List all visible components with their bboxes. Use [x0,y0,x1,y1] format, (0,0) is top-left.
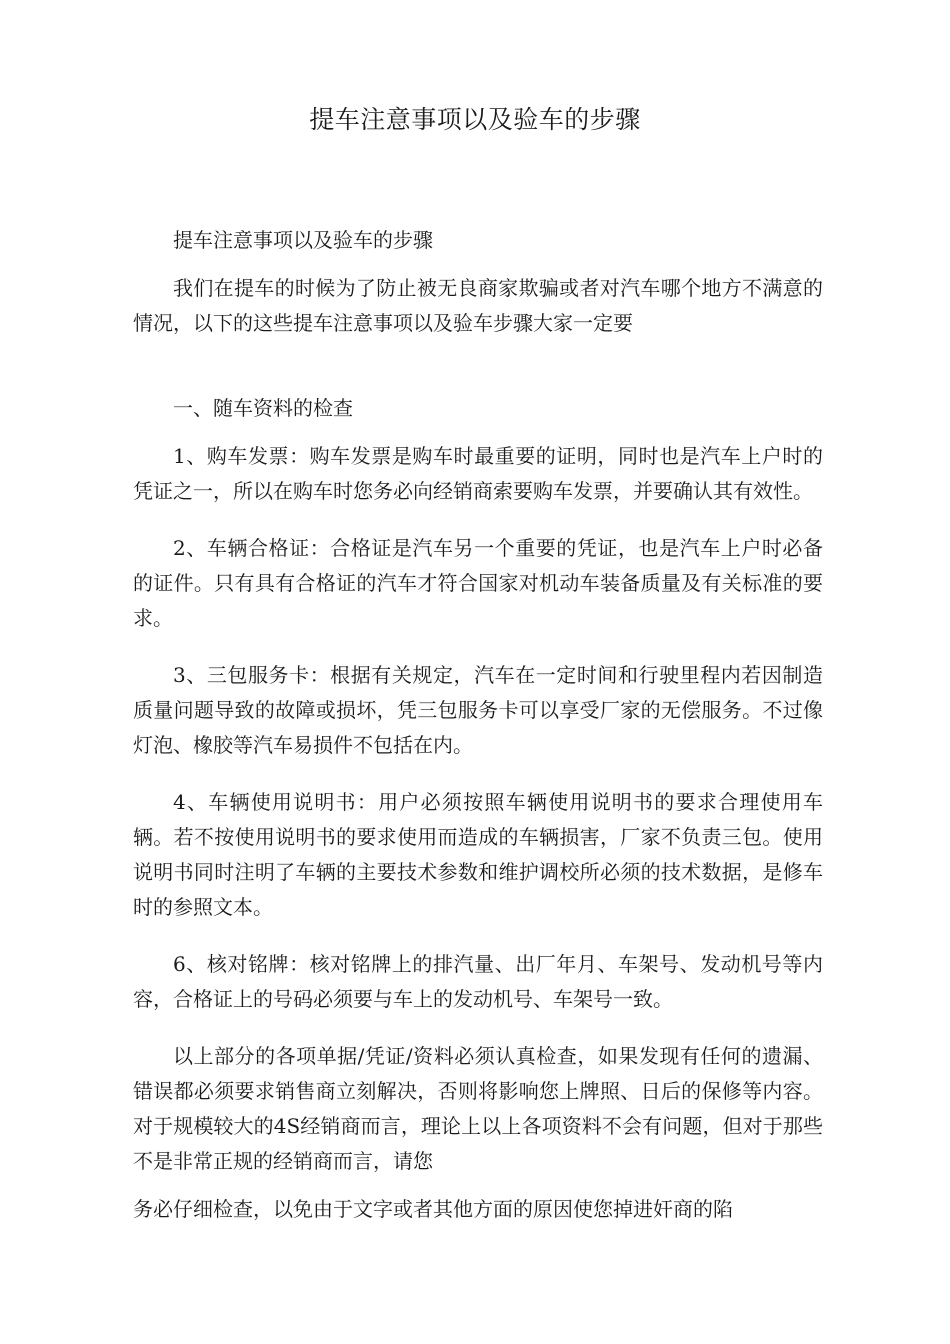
paragraph-item-3: 3、三包服务卡：根据有关规定，汽车在一定时间和行驶里程内若因制造质量问题导致的故障或损坏，凭三包服务卡可以享受厂家的无偿服务。不过像灯泡、橡胶等汽车易损件不包括在内。 [133,663,823,757]
paragraph-item-2: 2、车辆合格证：合格证是汽车另一个重要的凭证，也是汽车上户时必备的证件。只有具有合格证的汽车才符合国家对机动车装备质量及有关标准的要求。 [133,536,823,630]
paragraph-item-6: 6、核对铭牌：核对铭牌上的排汽量、出厂年月、车架号、发动机号等内容，合格证上的号码必须要与车上的发动机号、车架号一致。 [133,952,823,1011]
document-title: 提车注意事项以及验车的步骤 [309,105,641,134]
section-heading: 一、随车资料的检查 [173,396,353,420]
paragraph-item-4: 4、车辆使用说明书：用户必须按照车辆使用说明书的要求合理使用车辆。若不按使用说明书的要求使用而造成的车辆损害，厂家不负责三包。使用说明书同时注明了车辆的主要技术参数和维护调校所必须的技术数据，是修车时的参照文本。 [133,790,823,919]
paragraph-subtitle: 提车注意事项以及验车的步骤 [173,228,433,252]
paragraph-summary: 以上部分的各项单据/凭证/资料必须认真检查，如果发现有任何的遗漏、错误都必须要求销售商立刻解决，否则将影响您上牌照、日后的保修等内容。对于规模较大的4S经销商而言，理论上以上各项资料不会有问题，但对于那些不是非常正规的经销商而言，请您 [133,1044,823,1173]
paragraph-item-1: 1、购车发票：购车发票是购车时最重要的证明，同时也是汽车上户时的凭证之一，所以在购车时您务必向经销商索要购车发票，并要确认其有效性。 [133,444,823,503]
document-body [133,223,823,1227]
paragraph-continuation: 务必仔细检查，以免由于文字或者其他方面的原因使您掉进奸商的陷 [133,1197,733,1221]
paragraph-intro: 我们在提车的时候为了防止被无良商家欺骗或者对汽车哪个地方不满意的情况，以下的这些提车注意事项以及验车步骤大家一定要 [133,276,823,335]
